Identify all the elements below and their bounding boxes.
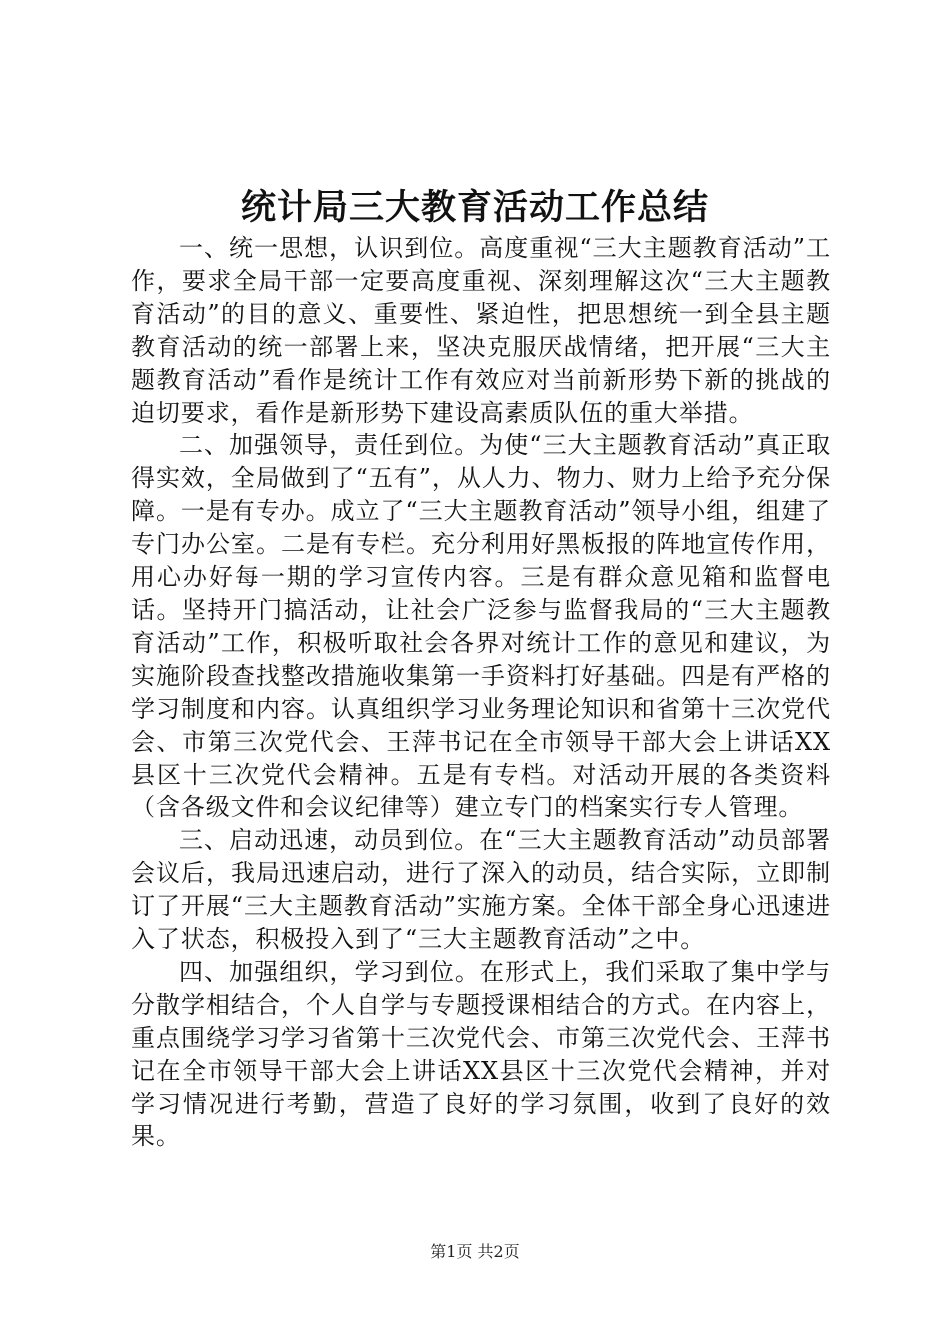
document-title: 统计局三大教育活动工作总结 (240, 187, 709, 228)
page-number-footer: 第1页 共2页 (430, 1242, 520, 1261)
paragraph-2: 二、加强领导，责任到位。为使“三大主题教育活动”真正取得实效，全局做到了“五有”，从人力、物力、财力上给予充分保障。一是有专办。成立了“三大主题教育活动”领导小组，组建了专门办公室。二是有专栏。充分利用好黑板报的阵地宣传作用，用心办好每一期的学习宣传内容。三是有群众意见箱和监督电话。坚持开门搞活动，让社会广泛参与监督我局的“三大主题教育活动”工作，积极听取社会各界对统计工作的意见和建议，为实施阶段查找整改措施收集第一手资料打好基础。四是有严格的学习制度和内容。认真组织学习业务理论知识和省第十三次党代会、市第三次党代会、王萍书记在全市领导干部大会上讲话XX县区十三次党代会精神。五是有专档。对活动开展的各类资料（含各级文件和会议纪律等）建立专门的档案实行专人管理。 (131, 431, 831, 822)
document-body (131, 232, 831, 1153)
paragraph-3: 三、启动迅速，动员到位。在“三大主题教育活动”动员部署会议后，我局迅速启动，进行了深入的动员，结合实际，立即制订了开展“三大主题教育活动”实施方案。全体干部全身心迅速进入了状态，积极投入到了“三大主题教育活动”之中。 (131, 826, 831, 954)
paragraph-4: 四、加强组织，学习到位。在形式上，我们采取了集中学与分散学相结合，个人自学与专题授课相结合的方式。在内容上，重点围绕学习学习省第十三次党代会、市第三次党代会、王萍书记在全市领导干部大会上讲话XX县区十三次党代会精神，并对学习情况进行考勤，营造了良好的学习氛围，收到了良好的效果。 (131, 957, 831, 1151)
paragraph-1: 一、统一思想，认识到位。高度重视“三大主题教育活动”工作，要求全局干部一定要高度重视、深刻理解这次“三大主题教育活动”的目的意义、重要性、紧迫性，把思想统一到全县主题教育活动的统一部署上来，坚决克服厌战情绪，把开展“三大主题教育活动”看作是统计工作有效应对当前新形势下新的挑战的迫切要求，看作是新形势下建设高素质队伍的重大举措。 (131, 234, 831, 427)
